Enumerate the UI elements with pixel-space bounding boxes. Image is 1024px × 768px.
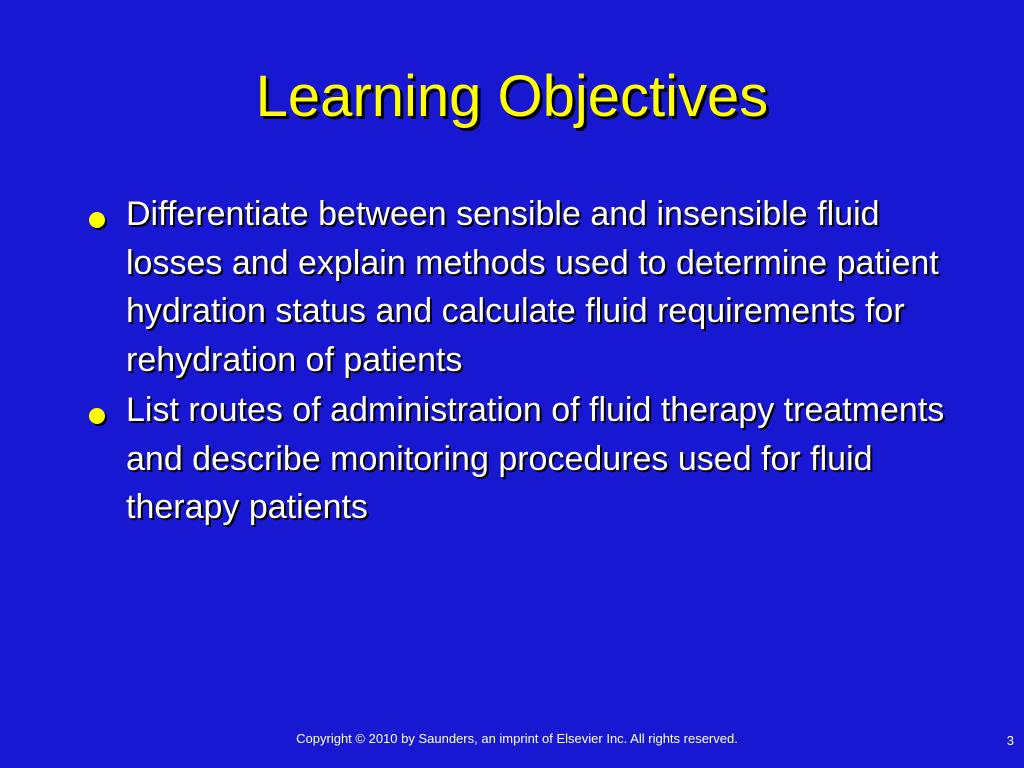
bullet-list xyxy=(85,190,945,534)
bullet-item xyxy=(85,190,945,384)
copyright-footer: Copyright © 2010 by Saunders, an imprint of Elsevier Inc. All rights reserved. xyxy=(296,731,738,746)
bullet-item xyxy=(85,386,945,532)
bullet-icon xyxy=(85,386,109,434)
slide-title: Learning Objectives xyxy=(255,64,769,129)
bullet-text: Differentiate between sensible and insensible fluid losses and explain methods used to determine patient hydration status and calculate fluid requirements for rehydration of patients xyxy=(126,195,939,379)
page-number: 3 xyxy=(1006,733,1014,748)
bullet-text: List routes of administration of fluid therapy treatments and describe monitoring procedures used for fluid therapy patients xyxy=(126,391,945,526)
bullet-icon xyxy=(85,190,109,238)
